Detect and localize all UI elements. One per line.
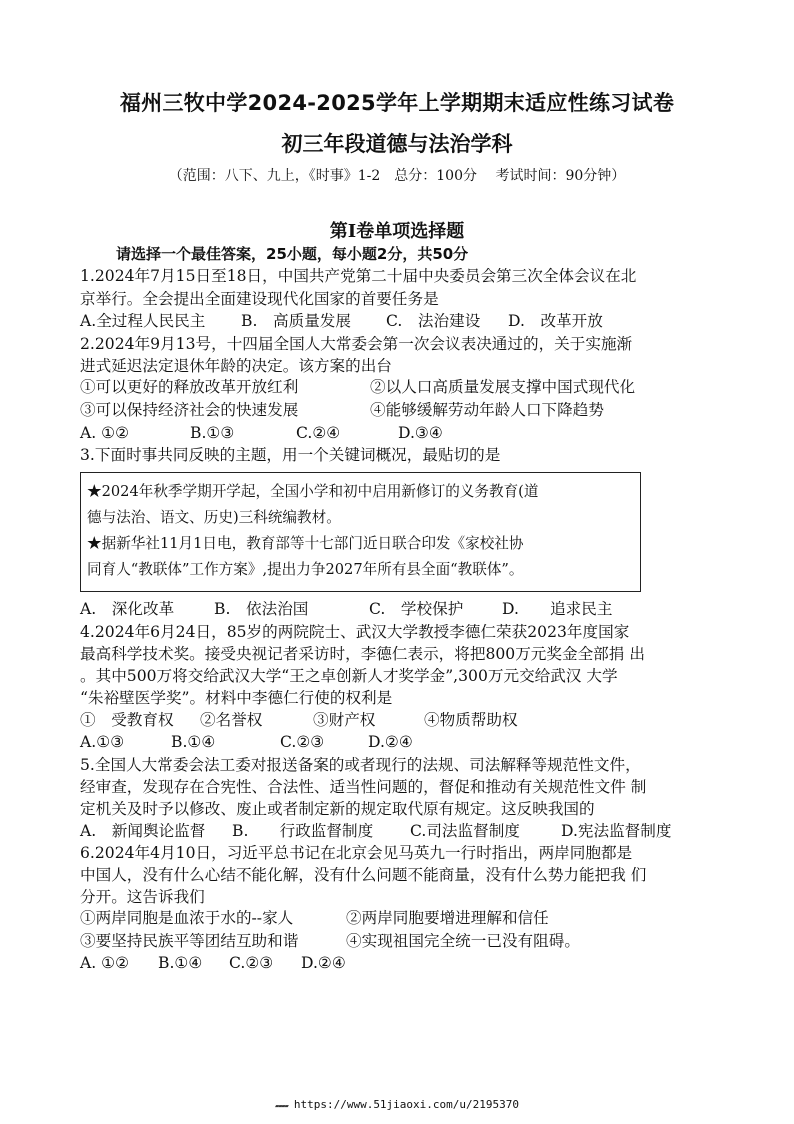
- q2-option-b: B.①③: [190, 424, 235, 442]
- question-6-stem-line: 中国人，没有什么心结不能化解，没有什么问题不能商量，没有什么势力能把我 们: [80, 866, 647, 884]
- q5-option-d: D.宪法监督制度: [561, 822, 672, 840]
- q6-option-c: C.②③: [229, 954, 274, 972]
- q4-option-d: D.②④: [368, 733, 413, 751]
- q2-statement-2: ②以人口高质量发展支撑中国式现代化: [370, 378, 636, 396]
- question-1-stem-line: 京举行。全会提出全面建设现代化国家的首要任务是: [80, 290, 439, 308]
- q2-option-c: C.②④: [296, 424, 341, 442]
- q5-option-a: A. 新闻舆论监督: [80, 822, 206, 840]
- exam-title: 福州三牧中学2024-2025学年上学期期末适应性练习试卷: [119, 91, 675, 115]
- q4-option-c: C.②③: [280, 733, 325, 751]
- q2-option-a: A. ①②: [80, 424, 130, 442]
- question-3-stem-line: 3.下面时事共同反映的主题，用一个关键词概况，最贴切的是: [80, 446, 501, 464]
- q3-option-b: B. 依法治国: [214, 600, 309, 618]
- q5-option-b: B. 行政监督制度: [232, 822, 374, 840]
- q3-material-line: 同育人“教联体”工作方案》,提出力争2027年所有县全面“教联体”。: [87, 561, 524, 578]
- q4-option-a: A.①③: [80, 733, 125, 751]
- q3-material-line: 德与法治、语文、历史)三科统编教材。: [87, 509, 341, 526]
- question-5-stem-line: 定机关及时予以修改、废止或者制定新的规定取代原有规定。这反映我国的: [80, 800, 595, 818]
- q3-material-line: ★据新华社11月1日电，教育部等十七部门近日联合印发《家校社协: [87, 535, 524, 552]
- footer-url-link[interactable]: https://www.51jiaoxi.com/u/2195370: [293, 1098, 520, 1111]
- q3-material-line: ★2024年秋季学期开学起，全国小学和初中启用新修订的义务教育(道: [87, 483, 539, 500]
- section-title: 第I卷单项选择题: [329, 221, 465, 242]
- q2-statement-4: ④能够缓解劳动年龄人口下降趋势: [370, 401, 604, 419]
- question-4-stem-line: 4.2024年6月24日，85岁的两院院士、武汉大学教授李德仁荣获2023年度国家: [80, 623, 630, 641]
- question-5-stem-line: 5.全国人大常委会法工委对报送备案的或者现行的法规、司法解释等规范性文件，: [80, 756, 641, 774]
- question-4-stem-line: “朱裕壁医学奖”。材料中李德仁行使的权利是: [80, 689, 393, 707]
- question-1-stem-line: 1.2024年7月15日至18日，中国共产党第二十届中央委员会第三次全体会议在北: [80, 267, 637, 285]
- q6-statement-2: ②两岸同胞要增进理解和信任: [346, 909, 549, 927]
- q4-statement-2: ②名誉权: [200, 711, 263, 729]
- q6-option-a: A. ①②: [80, 954, 130, 972]
- q6-option-d: D.②④: [301, 954, 346, 972]
- question-6-stem-line: 6.2024年4月10日，习近平总书记在北京会见马英九一行时指出，两岸同胞都是: [80, 844, 633, 862]
- q4-option-b: B.①④: [171, 733, 216, 751]
- question-6-stem-line: 分开。这告诉我们: [80, 888, 205, 906]
- site-logo-icon: ▰▰▰▰: [274, 1102, 288, 1110]
- exam-scope: （范围：八下、九上，《时事》1-2 总分：100分 考试时间：90分钟）: [168, 168, 626, 184]
- q1-option-b: B. 高质量发展: [241, 312, 351, 330]
- q6-statement-1: ①两岸同胞是血浓于水的--家人: [80, 909, 294, 927]
- q4-statement-1: ① 受教育权: [80, 711, 174, 729]
- q3-material-box: [80, 472, 641, 592]
- question-4-stem-line: 。其中500万将交给武汉大学“王之卓创新人才奖学金”,300万元交给武汉 大学: [80, 667, 618, 685]
- question-5-stem-line: 经审查，发现存在合宪性、合法性、适当性问题的，督促和推动有关规范性文件 制: [80, 778, 647, 796]
- q3-option-d: D. 追求民主: [502, 600, 613, 618]
- q2-statement-1: ①可以更好的释放改革开放红利: [80, 378, 299, 396]
- q3-option-a: A. 深化改革: [80, 600, 175, 618]
- q1-option-d: D. 改革开放: [508, 312, 603, 330]
- q6-statement-3: ③要坚持民族平等团结互助和谐: [80, 932, 299, 950]
- q2-statement-3: ③可以保持经济社会的快速发展: [80, 401, 299, 419]
- q1-option-c: C. 法治建设: [386, 312, 481, 330]
- question-2-stem-line: 2.2024年9月13号，十四届全国人大常委会第一次会议表决通过的，关于实施渐: [80, 335, 633, 353]
- question-2-stem-line: 进式延迟法定退休年龄的决定。该方案的出台: [80, 357, 392, 375]
- q1-option-a: A.全过程人民民主: [80, 312, 206, 330]
- q2-option-d: D.③④: [398, 424, 443, 442]
- q6-statement-4: ④实现祖国完全统一已没有阻碍。: [346, 932, 580, 950]
- exam-subtitle: 初三年段道德与法治学科: [281, 132, 513, 156]
- question-4-stem-line: 最高科学技术奖。接受央视记者采访时，李德仁表示，将把800万元奖金全部捐 出: [80, 645, 645, 663]
- q6-option-b: B.①④: [158, 954, 203, 972]
- section-instruction: 请选择一个最佳答案，25小题，每小题2分，共50分: [116, 245, 469, 263]
- q3-option-c: C. 学校保护: [369, 600, 464, 618]
- page-footer: [0, 1098, 794, 1111]
- q4-statement-3: ③财产权: [313, 711, 376, 729]
- q5-option-c: C.司法监督制度: [410, 822, 520, 840]
- q4-statement-4: ④物质帮助权: [424, 711, 518, 729]
